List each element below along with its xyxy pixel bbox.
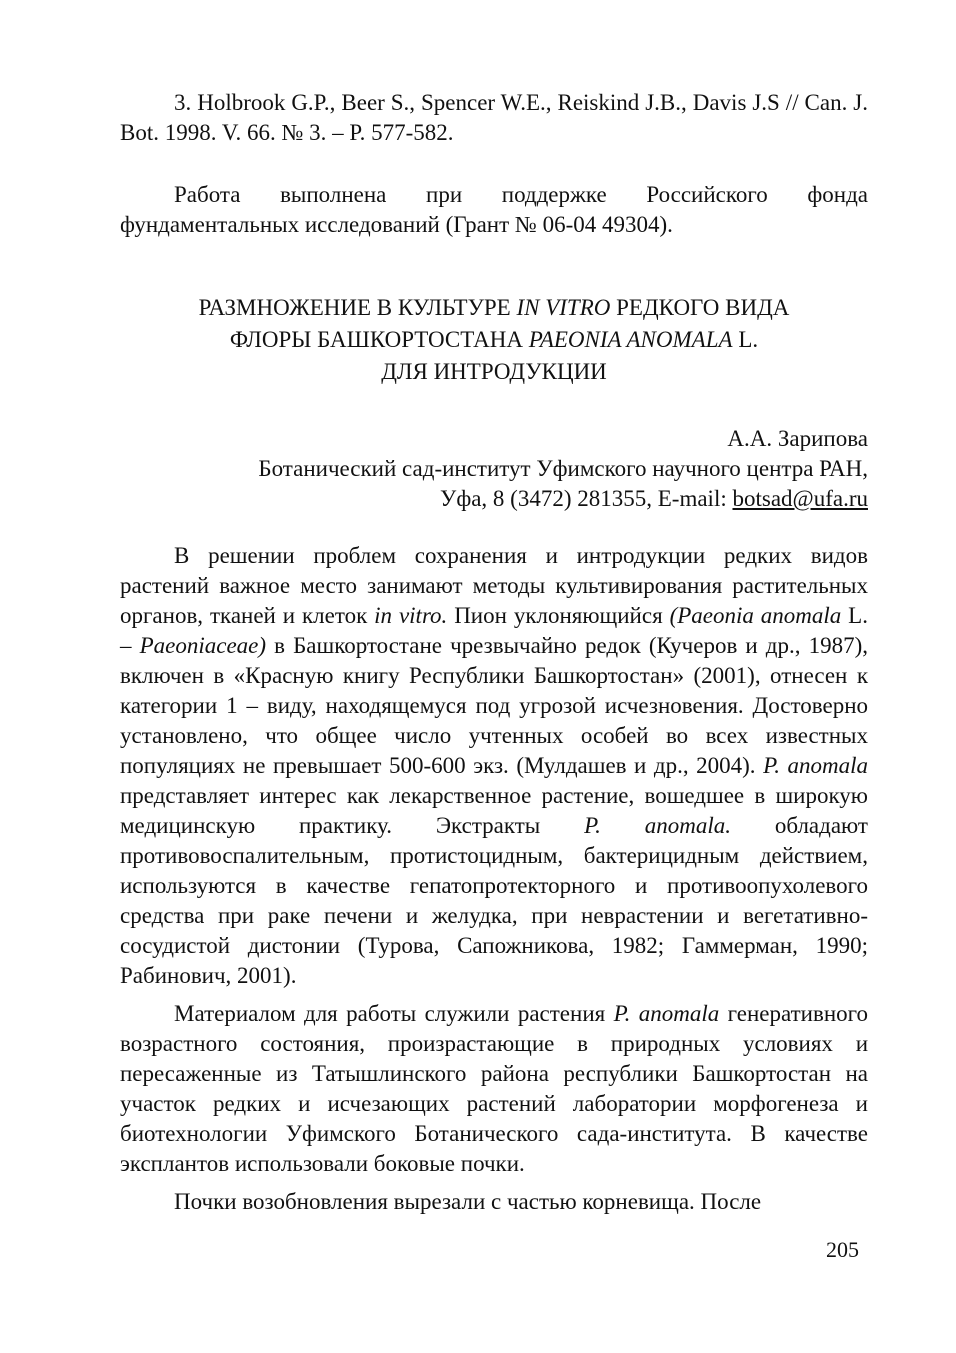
- acknowledgement: [120, 180, 868, 240]
- author-name: А.А. Зарипова: [727, 426, 868, 451]
- acknowledgement-text: Работа выполнена при поддержке Российского фонда фундаментальных исследований (Грант № 06-04 49304).: [120, 182, 868, 237]
- reference-text: 3. Holbrook G.P., Beer S., Spencer W.E., Reiskind J.B., Davis J.S // Can. J. Bot. 1998. V. 66. № 3. – P. 577-582.: [120, 90, 868, 145]
- body-paragraph-3: Почки возобновления вырезали с частью корневища. После: [174, 1189, 762, 1214]
- title-line-3: ДЛЯ ИНТРОДУКЦИИ: [381, 359, 607, 384]
- author-affiliation: Ботанический сад-институт Уфимского научного центра РАН,: [258, 456, 868, 481]
- author-block: [120, 424, 868, 514]
- title-line-2: ФЛОРЫ БАШКОРТОСТАНА PAEONIA ANOMALA L.: [229, 327, 759, 352]
- title-line-1: РАЗМНОЖЕНИЕ В КУЛЬТУРЕ IN VITRO РЕДКОГО ВИДА: [198, 295, 790, 320]
- page-content: [120, 88, 868, 1217]
- body-paragraph-1: В решении проблем сохранения и интродукции редких видов растений важное место занимают методы культивирования растительных органов, тканей и клеток in vitro. Пион уклоняющийся (Paeonia anomala L. – Paeoniaceae) в Башкортостане чрезвычайно редок (Кучеров и др., 1987), включен в «Красную книгу Республики Башкортостан» (2001), отнесен к категории 1 – виду, находящемуся под угрозой исчезновения. Достоверно установлено, что общее число учтенных особей во всех известных популяциях не превышает 500-600 экз. (Мулдашев и др., 2004). P. anomala представляет интерес как лекарственное растение, вошедшее в широкую медицинскую практику. Экстракты P. anomala. обладают противовоспалительным, протистоцидным, бактерицидным действием, используются в качестве гепатопротекторного и противоопухолевого средства при раке печени и желудка, при неврастении и вегетативно-сосудистой дистонии (Турова, Сапожникова, 1982; Гаммерман, 1990; Рабинович, 2001).: [120, 543, 868, 988]
- page-number: 205: [826, 1237, 859, 1262]
- body-paragraph-2: Материалом для работы служили растения P. anomala генеративного возрастного состояния, произрастающие в природных условиях и пересаженные из Татышлинского района республики Башкортостан на участок редких и исчезающих растений лаборатории морфогенеза и биотехнологии Уфимского Ботанического сада-института. В качестве эксплантов использовали боковые почки.: [120, 1001, 869, 1176]
- reference-entry: [120, 88, 868, 148]
- article-title: [120, 292, 868, 388]
- email-link[interactable]: botsad@ufa.ru: [732, 486, 868, 511]
- author-contact: Уфа, 8 (3472) 281355, E-mail: botsad@ufa.ru: [440, 486, 868, 511]
